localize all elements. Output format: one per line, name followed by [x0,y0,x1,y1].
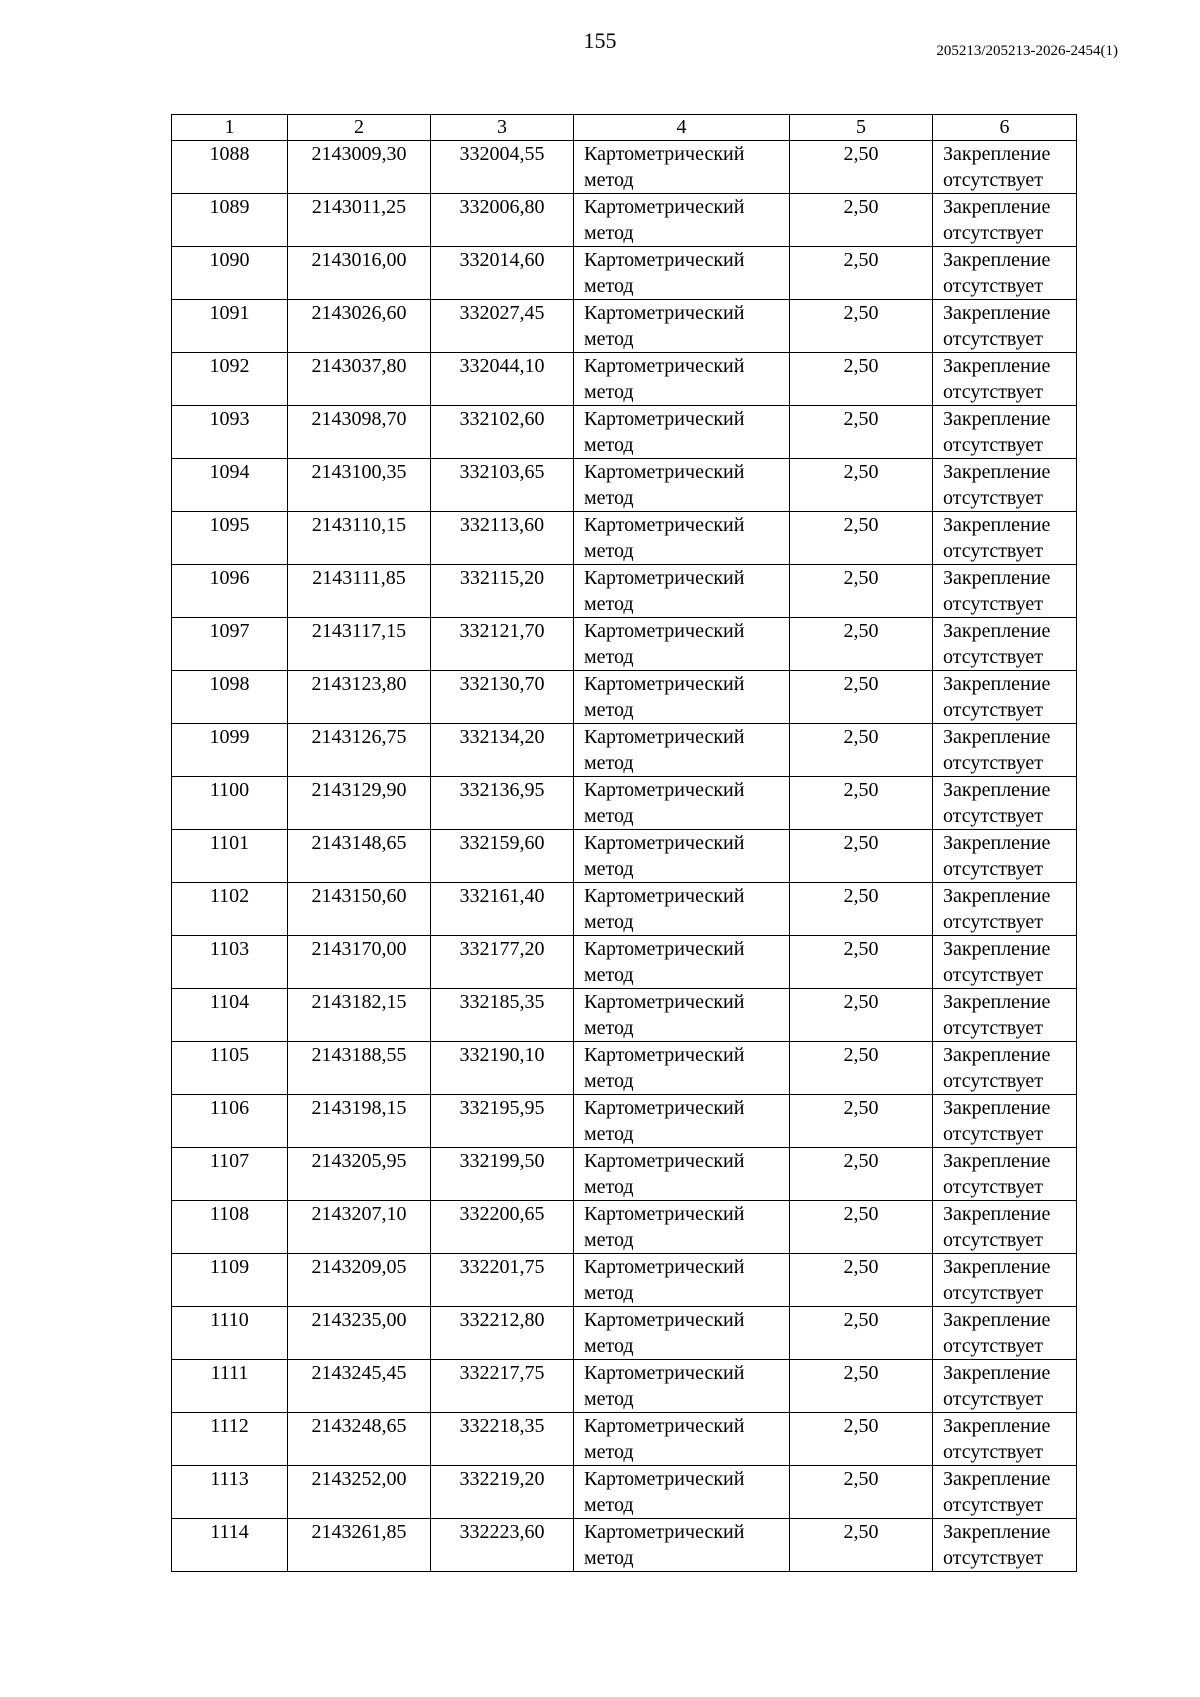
x-coordinate-cell: 2143037,80 [288,353,431,406]
table-body [172,141,1077,1572]
fixation-cell: Закрепление отсутствует [933,406,1077,459]
method-cell: Картометрический метод [574,247,790,300]
x-coordinate-cell: 2143110,15 [288,512,431,565]
x-coordinate-cell: 2143207,10 [288,1201,431,1254]
accuracy-cell: 2,50 [790,300,933,353]
fixation-cell: Закрепление отсутствует [933,1519,1077,1572]
accuracy-cell: 2,50 [790,1254,933,1307]
fixation-cell: Закрепление отсутствует [933,1466,1077,1519]
x-coordinate-cell: 2143205,95 [288,1148,431,1201]
accuracy-cell: 2,50 [790,1148,933,1201]
x-coordinate-cell: 2143209,05 [288,1254,431,1307]
y-coordinate-cell: 332006,80 [431,194,574,247]
point-number-cell: 1110 [172,1307,288,1360]
table-row [172,1148,1077,1201]
x-coordinate-cell: 2143126,75 [288,724,431,777]
point-number-cell: 1111 [172,1360,288,1413]
x-coordinate-cell: 2143188,55 [288,1042,431,1095]
fixation-cell: Закрепление отсутствует [933,777,1077,830]
accuracy-cell: 2,50 [790,141,933,194]
table-row [172,1466,1077,1519]
method-cell: Картометрический метод [574,1095,790,1148]
y-coordinate-cell: 332177,20 [431,936,574,989]
method-cell: Картометрический метод [574,936,790,989]
table-row [172,1307,1077,1360]
column-header-1: 1 [172,115,288,141]
method-cell: Картометрический метод [574,618,790,671]
y-coordinate-cell: 332136,95 [431,777,574,830]
header-row [172,115,1077,141]
x-coordinate-cell: 2143111,85 [288,565,431,618]
x-coordinate-cell: 2143129,90 [288,777,431,830]
x-coordinate-cell: 2143182,15 [288,989,431,1042]
y-coordinate-cell: 332103,65 [431,459,574,512]
table-row [172,194,1077,247]
x-coordinate-cell: 2143248,65 [288,1413,431,1466]
point-number-cell: 1093 [172,406,288,459]
y-coordinate-cell: 332161,40 [431,883,574,936]
x-coordinate-cell: 2143148,65 [288,830,431,883]
y-coordinate-cell: 332014,60 [431,247,574,300]
point-number-cell: 1112 [172,1413,288,1466]
table-row [172,936,1077,989]
fixation-cell: Закрепление отсутствует [933,1201,1077,1254]
method-cell: Картометрический метод [574,989,790,1042]
fixation-cell: Закрепление отсутствует [933,1095,1077,1148]
y-coordinate-cell: 332004,55 [431,141,574,194]
point-number-cell: 1108 [172,1201,288,1254]
fixation-cell: Закрепление отсутствует [933,512,1077,565]
table-row [172,1413,1077,1466]
x-coordinate-cell: 2143235,00 [288,1307,431,1360]
x-coordinate-cell: 2143098,70 [288,406,431,459]
fixation-cell: Закрепление отсутствует [933,1148,1077,1201]
table-row [172,1201,1077,1254]
point-number-cell: 1095 [172,512,288,565]
fixation-cell: Закрепление отсутствует [933,883,1077,936]
y-coordinate-cell: 332159,60 [431,830,574,883]
point-number-cell: 1113 [172,1466,288,1519]
y-coordinate-cell: 332217,75 [431,1360,574,1413]
table-row [172,406,1077,459]
fixation-cell: Закрепление отсутствует [933,1360,1077,1413]
coordinates-table [171,114,1077,1572]
point-number-cell: 1090 [172,247,288,300]
table-row [172,1095,1077,1148]
method-cell: Картометрический метод [574,1042,790,1095]
accuracy-cell: 2,50 [790,724,933,777]
y-coordinate-cell: 332121,70 [431,618,574,671]
column-header-6: 6 [933,115,1077,141]
x-coordinate-cell: 2143100,35 [288,459,431,512]
accuracy-cell: 2,50 [790,1095,933,1148]
fixation-cell: Закрепление отсутствует [933,1413,1077,1466]
method-cell: Картометрический метод [574,777,790,830]
method-cell: Картометрический метод [574,1519,790,1572]
accuracy-cell: 2,50 [790,618,933,671]
fixation-cell: Закрепление отсутствует [933,989,1077,1042]
point-number-cell: 1091 [172,300,288,353]
method-cell: Картометрический метод [574,512,790,565]
method-cell: Картометрический метод [574,1201,790,1254]
fixation-cell: Закрепление отсутствует [933,459,1077,512]
accuracy-cell: 2,50 [790,883,933,936]
y-coordinate-cell: 332212,80 [431,1307,574,1360]
table-row [172,724,1077,777]
accuracy-cell: 2,50 [790,1042,933,1095]
table-row [172,1254,1077,1307]
fixation-cell: Закрепление отсутствует [933,194,1077,247]
x-coordinate-cell: 2143150,60 [288,883,431,936]
accuracy-cell: 2,50 [790,989,933,1042]
point-number-cell: 1106 [172,1095,288,1148]
y-coordinate-cell: 332185,35 [431,989,574,1042]
y-coordinate-cell: 332219,20 [431,1466,574,1519]
fixation-cell: Закрепление отсутствует [933,830,1077,883]
accuracy-cell: 2,50 [790,671,933,724]
method-cell: Картометрический метод [574,194,790,247]
point-number-cell: 1098 [172,671,288,724]
y-coordinate-cell: 332113,60 [431,512,574,565]
accuracy-cell: 2,50 [790,1201,933,1254]
y-coordinate-cell: 332201,75 [431,1254,574,1307]
page-number: 155 [583,28,617,53]
point-number-cell: 1100 [172,777,288,830]
y-coordinate-cell: 332218,35 [431,1413,574,1466]
y-coordinate-cell: 332130,70 [431,671,574,724]
fixation-cell: Закрепление отсутствует [933,565,1077,618]
table-row [172,512,1077,565]
fixation-cell: Закрепление отсутствует [933,1254,1077,1307]
method-cell: Картометрический метод [574,830,790,883]
x-coordinate-cell: 2143016,00 [288,247,431,300]
fixation-cell: Закрепление отсутствует [933,618,1077,671]
x-coordinate-cell: 2143123,80 [288,671,431,724]
accuracy-cell: 2,50 [790,512,933,565]
method-cell: Картометрический метод [574,671,790,724]
x-coordinate-cell: 2143009,30 [288,141,431,194]
method-cell: Картометрический метод [574,565,790,618]
accuracy-cell: 2,50 [790,936,933,989]
method-cell: Картометрический метод [574,1307,790,1360]
y-coordinate-cell: 332044,10 [431,353,574,406]
method-cell: Картометрический метод [574,1360,790,1413]
accuracy-cell: 2,50 [790,1413,933,1466]
column-header-2: 2 [288,115,431,141]
table-row [172,1519,1077,1572]
point-number-cell: 1101 [172,830,288,883]
x-coordinate-cell: 2143198,15 [288,1095,431,1148]
accuracy-cell: 2,50 [790,406,933,459]
method-cell: Картометрический метод [574,1413,790,1466]
x-coordinate-cell: 2143245,45 [288,1360,431,1413]
x-coordinate-cell: 2143011,25 [288,194,431,247]
point-number-cell: 1114 [172,1519,288,1572]
table-row [172,141,1077,194]
document-code: 205213/205213-2026-2454(1) [936,43,1118,59]
method-cell: Картометрический метод [574,1148,790,1201]
fixation-cell: Закрепление отсутствует [933,936,1077,989]
fixation-cell: Закрепление отсутствует [933,671,1077,724]
table-row [172,671,1077,724]
y-coordinate-cell: 332134,20 [431,724,574,777]
column-header-3: 3 [431,115,574,141]
method-cell: Картометрический метод [574,459,790,512]
fixation-cell: Закрепление отсутствует [933,1042,1077,1095]
point-number-cell: 1097 [172,618,288,671]
accuracy-cell: 2,50 [790,1519,933,1572]
method-cell: Картометрический метод [574,1254,790,1307]
table-row [172,1042,1077,1095]
point-number-cell: 1109 [172,1254,288,1307]
fixation-cell: Закрепление отсутствует [933,300,1077,353]
y-coordinate-cell: 332199,50 [431,1148,574,1201]
accuracy-cell: 2,50 [790,1360,933,1413]
y-coordinate-cell: 332223,60 [431,1519,574,1572]
method-cell: Картометрический метод [574,353,790,406]
method-cell: Картометрический метод [574,1466,790,1519]
table-row [172,883,1077,936]
table-row [172,1360,1077,1413]
accuracy-cell: 2,50 [790,1466,933,1519]
method-cell: Картометрический метод [574,406,790,459]
point-number-cell: 1105 [172,1042,288,1095]
accuracy-cell: 2,50 [790,565,933,618]
accuracy-cell: 2,50 [790,194,933,247]
table-row [172,300,1077,353]
table-row [172,565,1077,618]
table-row [172,989,1077,1042]
x-coordinate-cell: 2143170,00 [288,936,431,989]
accuracy-cell: 2,50 [790,830,933,883]
x-coordinate-cell: 2143252,00 [288,1466,431,1519]
point-number-cell: 1092 [172,353,288,406]
method-cell: Картометрический метод [574,724,790,777]
column-header-5: 5 [790,115,933,141]
x-coordinate-cell: 2143117,15 [288,618,431,671]
point-number-cell: 1102 [172,883,288,936]
column-header-4: 4 [574,115,790,141]
method-cell: Картометрический метод [574,141,790,194]
table-row [172,618,1077,671]
y-coordinate-cell: 332115,20 [431,565,574,618]
accuracy-cell: 2,50 [790,353,933,406]
point-number-cell: 1103 [172,936,288,989]
table-row [172,247,1077,300]
fixation-cell: Закрепление отсутствует [933,724,1077,777]
point-number-cell: 1089 [172,194,288,247]
point-number-cell: 1094 [172,459,288,512]
accuracy-cell: 2,50 [790,1307,933,1360]
fixation-cell: Закрепление отсутствует [933,247,1077,300]
table-row [172,459,1077,512]
point-number-cell: 1099 [172,724,288,777]
x-coordinate-cell: 2143261,85 [288,1519,431,1572]
accuracy-cell: 2,50 [790,459,933,512]
fixation-cell: Закрепление отсутствует [933,141,1077,194]
table-row [172,353,1077,406]
y-coordinate-cell: 332195,95 [431,1095,574,1148]
point-number-cell: 1088 [172,141,288,194]
accuracy-cell: 2,50 [790,777,933,830]
point-number-cell: 1107 [172,1148,288,1201]
x-coordinate-cell: 2143026,60 [288,300,431,353]
point-number-cell: 1096 [172,565,288,618]
fixation-cell: Закрепление отсутствует [933,1307,1077,1360]
point-number-cell: 1104 [172,989,288,1042]
y-coordinate-cell: 332102,60 [431,406,574,459]
y-coordinate-cell: 332200,65 [431,1201,574,1254]
y-coordinate-cell: 332027,45 [431,300,574,353]
method-cell: Картометрический метод [574,300,790,353]
method-cell: Картометрический метод [574,883,790,936]
y-coordinate-cell: 332190,10 [431,1042,574,1095]
accuracy-cell: 2,50 [790,247,933,300]
table-header [172,115,1077,141]
table-row [172,777,1077,830]
fixation-cell: Закрепление отсутствует [933,353,1077,406]
table-row [172,830,1077,883]
